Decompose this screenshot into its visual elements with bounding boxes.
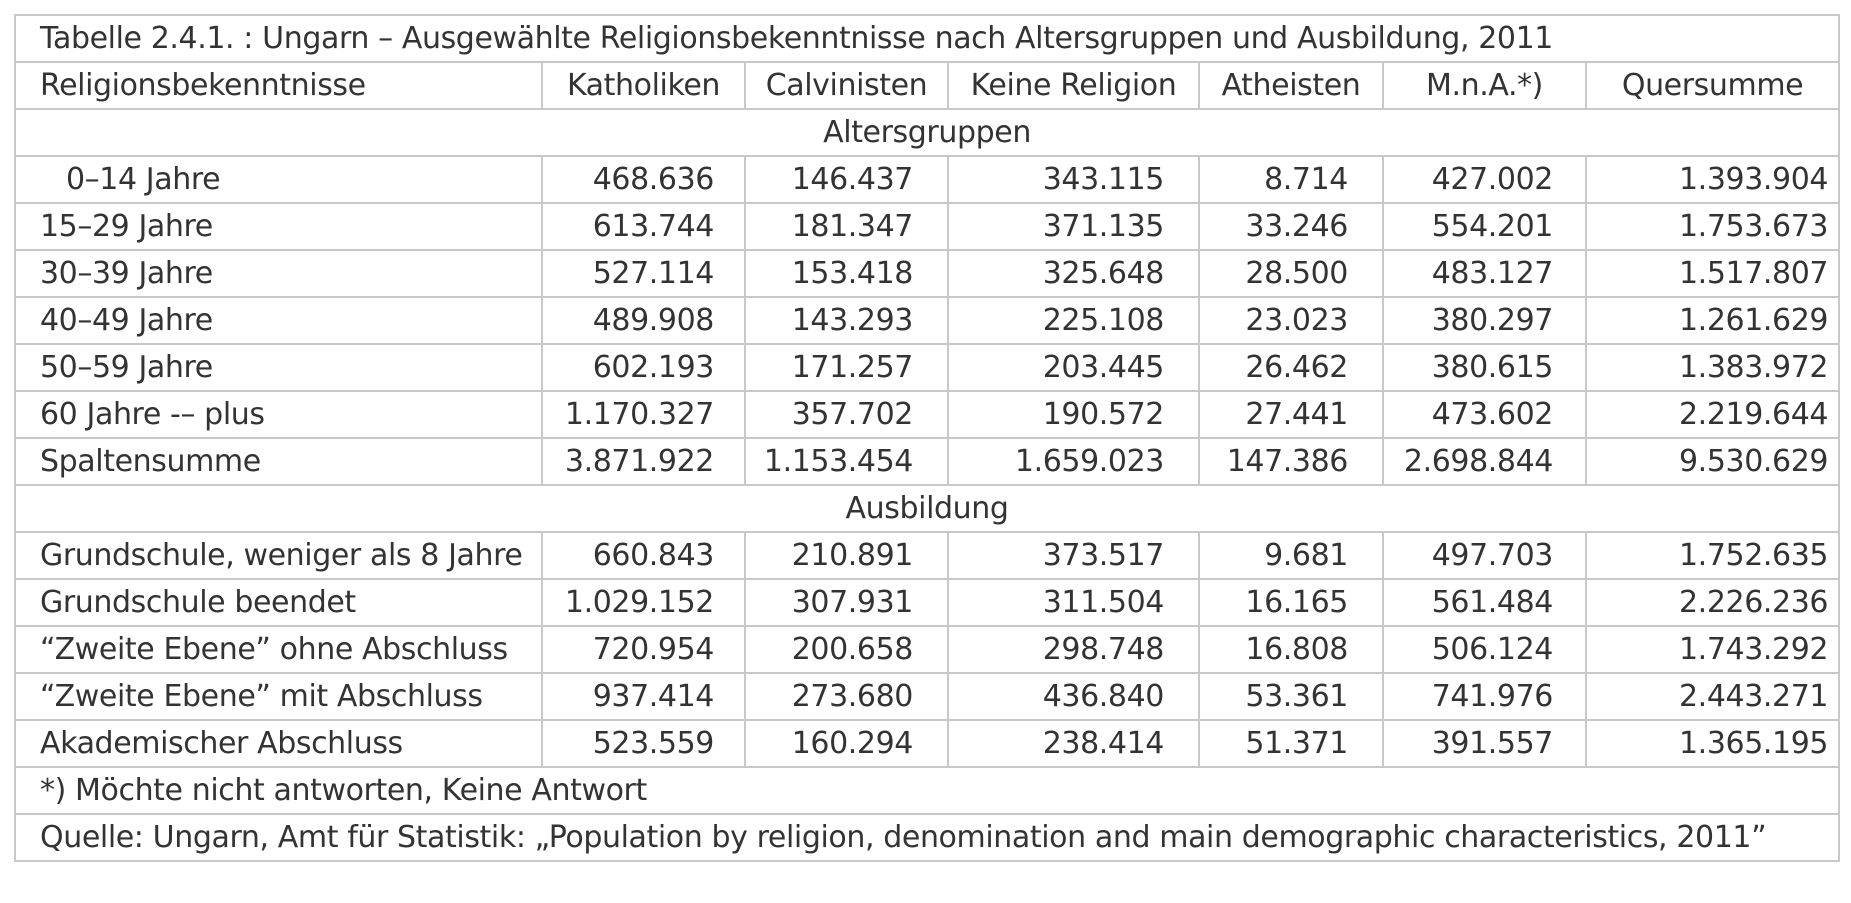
table-cell: 238.414 (948, 720, 1199, 767)
table-cell: 3.871.922 (542, 438, 745, 485)
row-label: Akademischer Abschluss (15, 720, 542, 767)
table-cell: 2.443.271 (1586, 673, 1839, 720)
table-cell: 1.659.023 (948, 438, 1199, 485)
table-row (15, 297, 1839, 344)
table-cell: 1.153.454 (745, 438, 948, 485)
section-heading: Altersgruppen (15, 109, 1839, 156)
source-note: Quelle: Ungarn, Amt für Statistik: „Population by religion, denomination and main demographic characteristics, 2011” (15, 814, 1839, 861)
row-label: 15–29 Jahre (15, 203, 542, 250)
row-label: 60 Jahre -– plus (15, 391, 542, 438)
table-cell: 26.462 (1199, 344, 1383, 391)
table-cell: 153.418 (745, 250, 948, 297)
table-row (15, 532, 1839, 579)
table-cell: 1.743.292 (1586, 626, 1839, 673)
table-cell: 380.615 (1383, 344, 1586, 391)
row-label: 30–39 Jahre (15, 250, 542, 297)
table-cell: 2.226.236 (1586, 579, 1839, 626)
table-cell: 391.557 (1383, 720, 1586, 767)
table-cell: 51.371 (1199, 720, 1383, 767)
column-header-quersumme: Quersumme (1586, 62, 1839, 109)
table-row (15, 156, 1839, 203)
table-cell: 147.386 (1199, 438, 1383, 485)
table-cell: 311.504 (948, 579, 1199, 626)
row-label: 40–49 Jahre (15, 297, 542, 344)
table-cell: 225.108 (948, 297, 1199, 344)
table-row (15, 626, 1839, 673)
column-header-religionsbekenntnisse: Religionsbekenntnisse (15, 62, 542, 109)
header-row (15, 62, 1839, 109)
table-cell: 210.891 (745, 532, 948, 579)
table-cell: 171.257 (745, 344, 948, 391)
table-cell: 602.193 (542, 344, 745, 391)
table-cell: 1.393.904 (1586, 156, 1839, 203)
table-cell: 523.559 (542, 720, 745, 767)
table-cell: 506.124 (1383, 626, 1586, 673)
column-header-calvinisten: Calvinisten (745, 62, 948, 109)
table-cell: 146.437 (745, 156, 948, 203)
table-row (15, 391, 1839, 438)
table-cell: 53.361 (1199, 673, 1383, 720)
row-label: 0–14 Jahre (15, 156, 542, 203)
table-cell: 1.261.629 (1586, 297, 1839, 344)
table-cell: 357.702 (745, 391, 948, 438)
table-cell: 660.843 (542, 532, 745, 579)
table-cell: 1.170.327 (542, 391, 745, 438)
table-cell: 307.931 (745, 579, 948, 626)
row-label: Grundschule beendet (15, 579, 542, 626)
table-cell: 473.602 (1383, 391, 1586, 438)
row-label: “Zweite Ebene” ohne Abschluss (15, 626, 542, 673)
section-heading: Ausbildung (15, 485, 1839, 532)
table-cell: 23.023 (1199, 297, 1383, 344)
table-cell: 273.680 (745, 673, 948, 720)
title-row (15, 15, 1839, 62)
column-header-mna: M.n.A.*) (1383, 62, 1586, 109)
table-cell: 1.383.972 (1586, 344, 1839, 391)
table-cell: 9.681 (1199, 532, 1383, 579)
table-cell: 489.908 (542, 297, 745, 344)
table-cell: 160.294 (745, 720, 948, 767)
table-cell: 1.517.807 (1586, 250, 1839, 297)
statistics-table (14, 14, 1840, 862)
table-cell: 371.135 (948, 203, 1199, 250)
row-label: Grundschule, weniger als 8 Jahre (15, 532, 542, 579)
table-cell: 200.658 (745, 626, 948, 673)
footnote: *) Möchte nicht antworten, Keine Antwort (15, 767, 1839, 814)
table-cell: 1.365.195 (1586, 720, 1839, 767)
row-label: “Zweite Ebene” mit Abschluss (15, 673, 542, 720)
section-header-row (15, 485, 1839, 532)
section-header-row (15, 109, 1839, 156)
table-cell: 1.752.635 (1586, 532, 1839, 579)
table-cell: 720.954 (542, 626, 745, 673)
table-row (15, 344, 1839, 391)
table-row (15, 203, 1839, 250)
table-title: Tabelle 2.4.1. : Ungarn – Ausgewählte Religionsbekenntnisse nach Altersgruppen und Ausbildung, 2011 (15, 15, 1839, 62)
table-cell: 9.530.629 (1586, 438, 1839, 485)
table-cell: 181.347 (745, 203, 948, 250)
table-row (15, 579, 1839, 626)
table-cell: 937.414 (542, 673, 745, 720)
table-cell: 203.445 (948, 344, 1199, 391)
table-cell: 483.127 (1383, 250, 1586, 297)
table-cell: 427.002 (1383, 156, 1586, 203)
table-cell: 298.748 (948, 626, 1199, 673)
table-cell: 16.165 (1199, 579, 1383, 626)
table-cell: 373.517 (948, 532, 1199, 579)
table-row (15, 438, 1839, 485)
table-row (15, 673, 1839, 720)
row-label: 50–59 Jahre (15, 344, 542, 391)
table-cell: 380.297 (1383, 297, 1586, 344)
document-sheet (14, 14, 1838, 862)
table-cell: 28.500 (1199, 250, 1383, 297)
table-cell: 27.441 (1199, 391, 1383, 438)
column-header-keine-religion: Keine Religion (948, 62, 1199, 109)
table-cell: 190.572 (948, 391, 1199, 438)
table-cell: 741.976 (1383, 673, 1586, 720)
table-cell: 436.840 (948, 673, 1199, 720)
column-header-atheisten: Atheisten (1199, 62, 1383, 109)
table-cell: 1.753.673 (1586, 203, 1839, 250)
table-cell: 1.029.152 (542, 579, 745, 626)
table-cell: 16.808 (1199, 626, 1383, 673)
table-cell: 143.293 (745, 297, 948, 344)
table-cell: 33.246 (1199, 203, 1383, 250)
table-cell: 468.636 (542, 156, 745, 203)
row-label: Spaltensumme (15, 438, 542, 485)
table-cell: 561.484 (1383, 579, 1586, 626)
table-cell: 2.698.844 (1383, 438, 1586, 485)
table-cell: 343.115 (948, 156, 1199, 203)
table-cell: 613.744 (542, 203, 745, 250)
table-cell: 527.114 (542, 250, 745, 297)
table-cell: 325.648 (948, 250, 1199, 297)
table-cell: 497.703 (1383, 532, 1586, 579)
table-row (15, 720, 1839, 767)
table-body (15, 109, 1839, 767)
source-row (15, 814, 1839, 861)
table-cell: 554.201 (1383, 203, 1586, 250)
column-header-katholiken: Katholiken (542, 62, 745, 109)
table-row (15, 250, 1839, 297)
table-cell: 8.714 (1199, 156, 1383, 203)
table-cell: 2.219.644 (1586, 391, 1839, 438)
footnote-row (15, 767, 1839, 814)
